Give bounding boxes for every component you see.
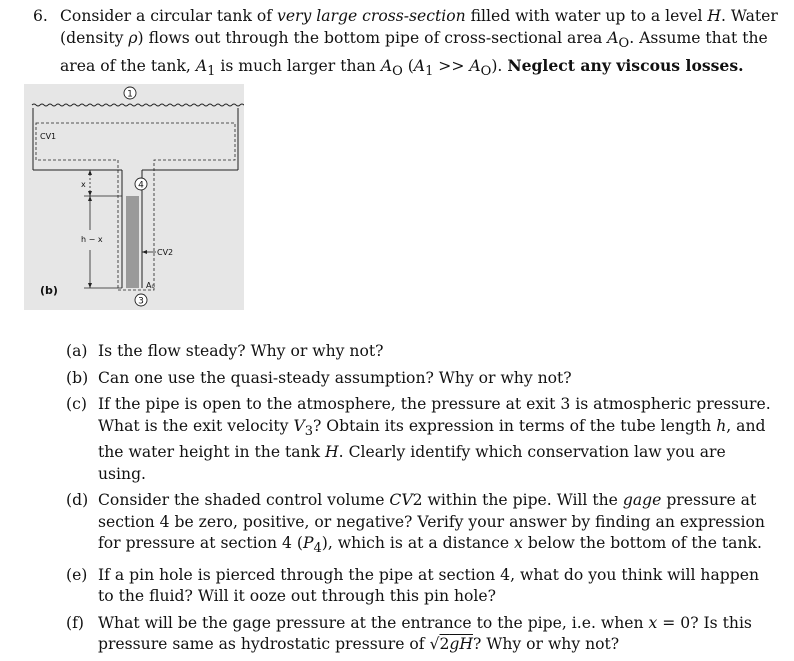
part-a — [66, 341, 778, 363]
ao-label: A₀ — [146, 281, 155, 290]
problem-statement — [33, 5, 778, 83]
figure-label: (b) — [40, 284, 58, 297]
part-f — [66, 613, 778, 656]
part-c — [66, 394, 778, 485]
part-b — [66, 368, 778, 390]
part-f-label: (f) — [66, 613, 84, 632]
part-c-text: If the pipe is open to the atmosphere, the pressure at exit 3 is atmospheric pressure. What is the exit velocity $V_3$? Obtain its expression in terms of the tube length h, and the water height in the tank H. Clearly identify which conservation law you are using. — [98, 395, 771, 483]
cv2-shaded — [126, 196, 139, 288]
part-e-text: If a pin hole is pierced through the pipe at section 4, what do you think will happen to the fluid? Will it ooze out through this pin hole? — [98, 565, 760, 606]
dim-hx-arrow-down — [88, 283, 92, 288]
part-e-label: (e) — [66, 565, 88, 584]
cv1-label: CV1 — [40, 132, 57, 141]
part-b-label: (b) — [66, 368, 89, 387]
x-label: x — [81, 180, 86, 189]
part-f-text: What will be the gage pressure at the entrance to the pipe, i.e. when x = 0? Is this pressure same as hydrostatic pressure of √2gH? Why or why not? — [98, 613, 752, 654]
tank-figure — [24, 84, 244, 310]
problem-number: 6. — [33, 7, 48, 25]
part-d-text: Consider the shaded control volume CV2 within the pipe. Will the gage pressure at section 4 be zero, positive, or negative? Verify your answer by finding an expression for pressure at section 4 $(P_4)$, which is at a distance x below the bottom of the tank. — [98, 491, 765, 557]
part-e — [66, 565, 778, 608]
cv2-label: CV2 — [157, 248, 174, 257]
cv2-pointer-head — [142, 250, 147, 254]
part-b-text: Can one use the quasi-steady assumption? Why or why not? — [98, 368, 572, 387]
part-c-label: (c) — [66, 395, 87, 413]
dim-hx-arrow-up — [88, 196, 92, 201]
water-surface — [32, 104, 244, 106]
hx-label: h − x — [81, 235, 103, 244]
part-a-label: (a) — [66, 342, 88, 360]
dim-x-arrow-down — [88, 191, 92, 196]
section3-label: 3 — [138, 296, 144, 307]
part-a-text: Is the flow steady? Why or why not? — [98, 342, 384, 360]
problem-text: Consider a circular tank of very large cross-section filled with water up to a level H. Water (density ρ) flows out through the bottom pipe of cross-sectional area $A_O$. Assume that the area of the tank, $A_1$ is much larger than $A_O$ $(A_1 >> A_O)$. Neglect any viscous losses. — [60, 7, 778, 80]
part-d — [66, 490, 778, 560]
tank-diagram — [24, 84, 244, 310]
section4-label: 4 — [138, 180, 144, 191]
section1-label: 1 — [127, 89, 133, 100]
part-d-label: (d) — [66, 491, 89, 510]
dim-x-arrow-up — [88, 170, 92, 175]
sub-questions — [66, 341, 778, 661]
